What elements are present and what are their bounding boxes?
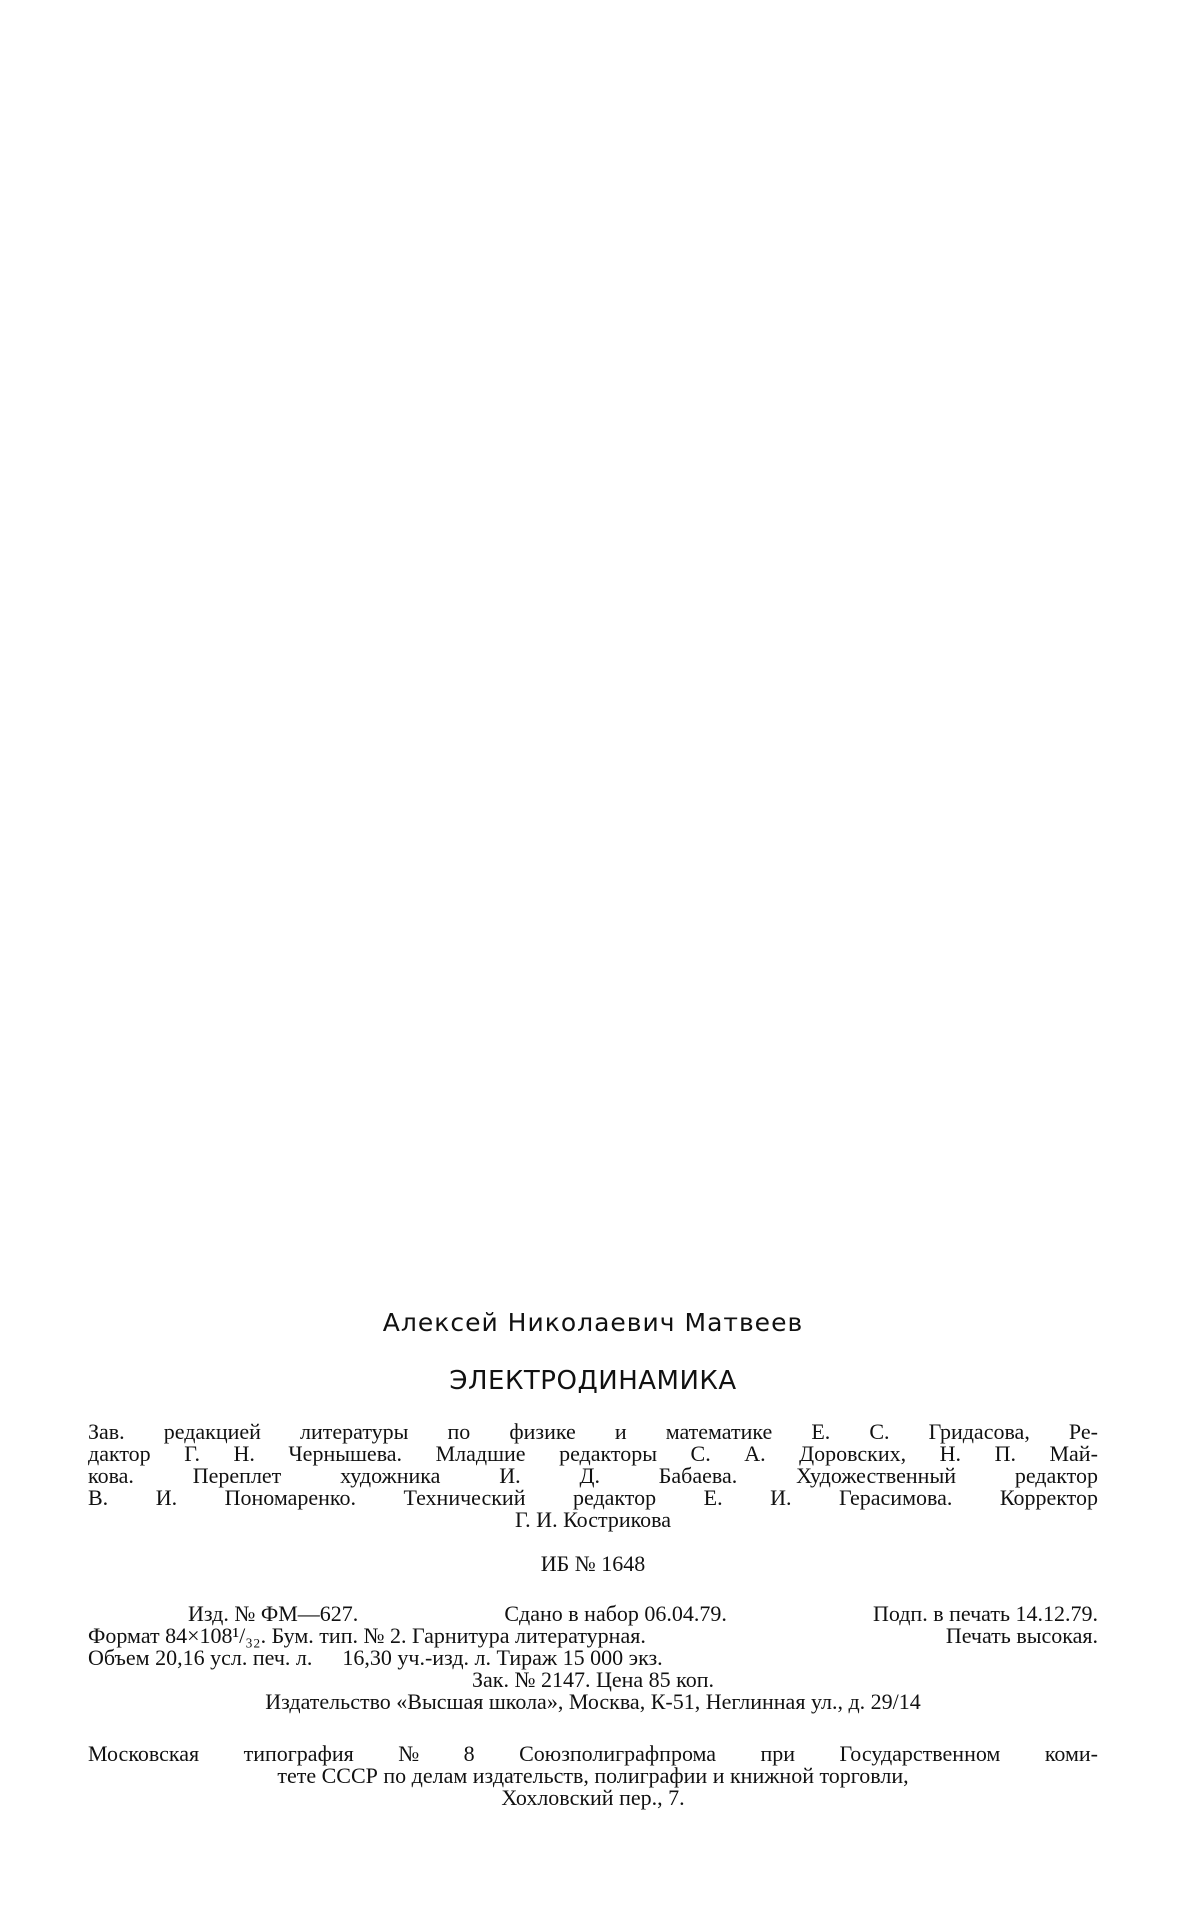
- printer-line: [88, 1743, 1098, 1765]
- credits-paragraph: [88, 1421, 1098, 1531]
- word: кова.: [88, 1463, 134, 1488]
- word: Зав.: [88, 1419, 125, 1444]
- word: Бабаева.: [658, 1463, 738, 1488]
- volume-info: Объем 20,16 усл. печ. л.: [88, 1645, 313, 1670]
- credits-line: [88, 1465, 1098, 1487]
- word: С.: [869, 1419, 890, 1444]
- word: типография: [243, 1741, 354, 1766]
- word: А.: [744, 1441, 766, 1466]
- printer-info: [88, 1743, 1098, 1809]
- word: Доровских,: [799, 1441, 907, 1466]
- word: художника: [340, 1463, 441, 1488]
- word: №: [398, 1741, 420, 1766]
- word: Гридасова,: [928, 1419, 1030, 1444]
- output-line: [88, 1625, 1098, 1647]
- typeset-date: Сдано в набор 06.04.79.: [504, 1601, 727, 1626]
- word: 8: [463, 1741, 475, 1766]
- word: редакторы: [559, 1441, 658, 1466]
- word: Е.: [703, 1485, 723, 1510]
- word: Пономаренко.: [224, 1485, 356, 1510]
- word: редакцией: [163, 1419, 261, 1444]
- ib-number: ИБ № 1648: [540, 1551, 646, 1576]
- credits-line: [88, 1443, 1098, 1465]
- word: Технический: [403, 1485, 526, 1510]
- print-method: Печать высокая.: [945, 1623, 1098, 1648]
- book-title: ЭЛЕКТРОДИНАМИКА: [449, 1366, 737, 1396]
- word: И.: [155, 1485, 178, 1510]
- word: математике: [665, 1419, 773, 1444]
- publisher-address: Издательство «Высшая школа», Москва, К-51, Неглинная ул., д. 29/14: [265, 1689, 921, 1714]
- word: дактор: [88, 1441, 151, 1466]
- word: Н.: [939, 1441, 962, 1466]
- printer-address: Хохловский пер., 7.: [501, 1785, 685, 1810]
- word: по: [447, 1419, 471, 1444]
- word: Ре-: [1068, 1419, 1098, 1444]
- word: Г.: [184, 1441, 200, 1466]
- word: С.: [690, 1441, 711, 1466]
- author-name: Алексей Николаевич Матвеев: [382, 1308, 804, 1337]
- credits-line: [88, 1421, 1098, 1443]
- word: Московская: [88, 1741, 200, 1766]
- word: Младшие: [435, 1441, 526, 1466]
- word: В.: [88, 1485, 109, 1510]
- word: Корректор: [999, 1485, 1098, 1510]
- printer-line: тете СССР по делам издательств, полиграфии и книжной торговли,: [277, 1763, 909, 1788]
- credits-line: [88, 1487, 1098, 1509]
- word: П.: [994, 1441, 1016, 1466]
- word: Государственном: [839, 1741, 1001, 1766]
- word: Переплет: [192, 1463, 282, 1488]
- word: Чернышева.: [288, 1441, 403, 1466]
- word: Герасимова.: [838, 1485, 953, 1510]
- word: Д.: [579, 1463, 600, 1488]
- format-info: Формат 84×108¹/₃₂. Бум. тип. № 2. Гарнитура литературная.: [88, 1623, 646, 1648]
- word: Н.: [233, 1441, 255, 1466]
- word: И.: [499, 1463, 521, 1488]
- word: И.: [770, 1485, 792, 1510]
- izd-number: Изд. № ФМ—627.: [188, 1601, 359, 1626]
- circulation-info: 16,30 уч.-изд. л. Тираж 15 000 экз.: [342, 1645, 663, 1670]
- print-date: Подп. в печать 14.12.79.: [872, 1601, 1098, 1626]
- word: при: [760, 1741, 796, 1766]
- word: Е.: [811, 1419, 831, 1444]
- output-line: [88, 1603, 1098, 1625]
- word: Май-: [1049, 1441, 1098, 1466]
- word: коми-: [1044, 1741, 1098, 1766]
- word: Союзполиграфпрома: [519, 1741, 717, 1766]
- word: Художественный: [796, 1463, 957, 1488]
- word: и: [614, 1419, 627, 1444]
- word: редактор: [1014, 1463, 1098, 1488]
- output-line: [88, 1647, 1098, 1669]
- credits-line-last: Г. И. Кострикова: [514, 1507, 672, 1532]
- imprint-block: [88, 1305, 1098, 1809]
- order-price: Зак. № 2147. Цена 85 коп.: [472, 1667, 714, 1692]
- word: физике: [509, 1419, 576, 1444]
- word: редактор: [572, 1485, 657, 1510]
- word: литературы: [300, 1419, 409, 1444]
- output-data: [88, 1603, 1098, 1713]
